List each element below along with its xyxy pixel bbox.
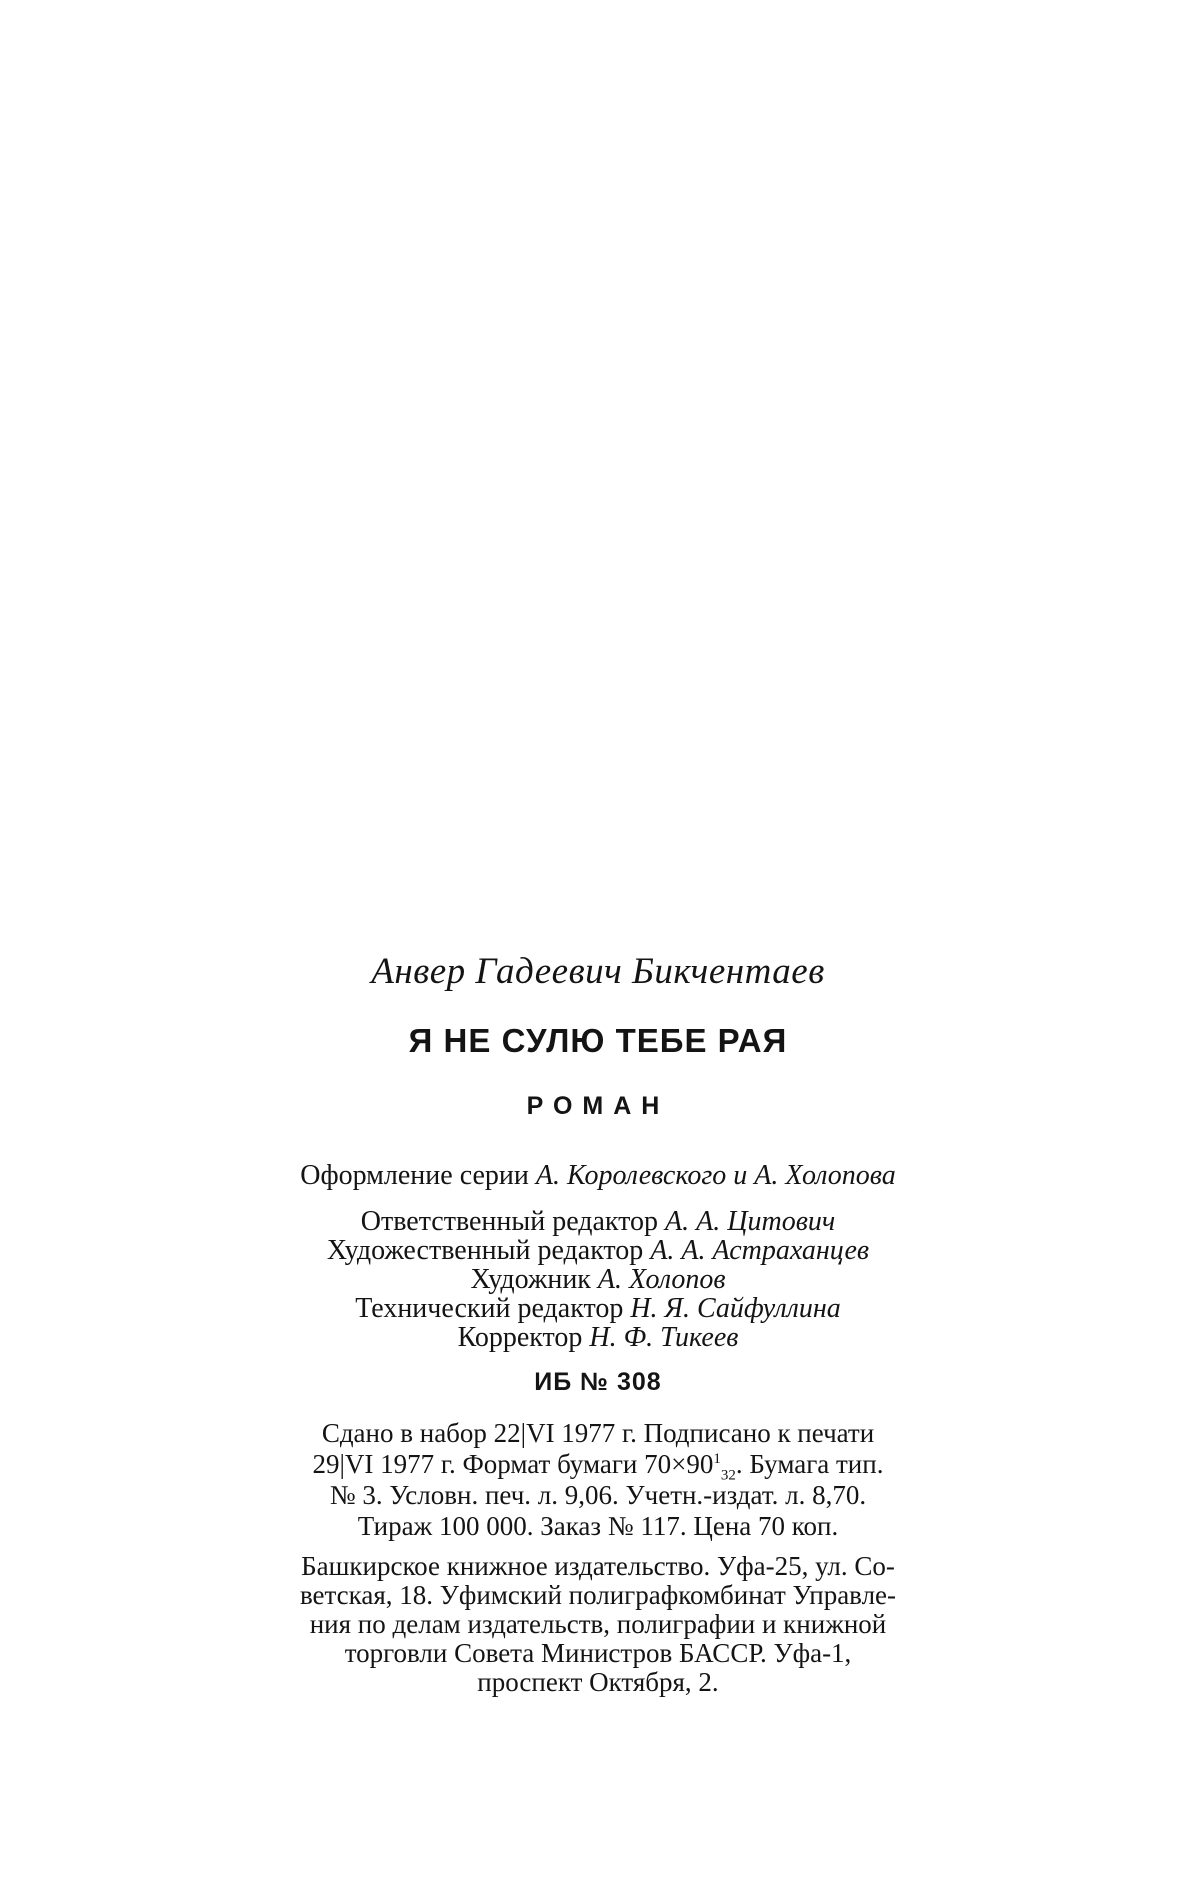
credit-role: Художник (470, 1264, 591, 1295)
imprint-line: Тираж 100 000. Заказ № 117. Цена 70 коп. (357, 1511, 839, 1541)
credit-role: Художественный редактор (326, 1235, 644, 1266)
credit-line (200, 1323, 996, 1352)
credit-role: Корректор (457, 1322, 583, 1353)
printing-imprint (200, 1418, 996, 1542)
format-fraction-denominator: 32 (720, 1467, 736, 1484)
publisher-line: проспект Октября, 2. (477, 1667, 719, 1697)
book-title: Я НЕ СУЛЮ ТЕБЕ РАЯ (408, 1022, 788, 1059)
series-design-label: Оформление серии (300, 1160, 529, 1191)
imprint-line: Сдано в набор 22|VI 1977 г. Подписано к печати (321, 1418, 875, 1448)
publisher-line: торговли Совета Министров БАССР. Уфа-1, (344, 1638, 852, 1668)
imprint-format-text: 29|VI 1977 г. Формат бумаги 70×90 (312, 1449, 714, 1479)
credit-name: А. Холопов (597, 1264, 726, 1295)
series-design-names: А. Королевского и А. Холопова (535, 1160, 896, 1191)
credit-name: А. А. Цитович (665, 1206, 836, 1237)
publisher-line: Башкирское книжное издательство. Уфа-25, ул. Со- (301, 1551, 895, 1581)
credit-line (200, 1207, 996, 1236)
credit-role: Ответственный редактор (360, 1206, 659, 1237)
credit-name: А. А. Астраханцев (650, 1235, 870, 1266)
publisher-line: ния по делам издательств, полиграфии и книжной (309, 1609, 887, 1639)
imprint-line: № 3. Условн. печ. л. 9,06. Учетн.-издат. л. 8,70. (329, 1480, 867, 1510)
format-fraction-numerator: 1 (713, 1451, 721, 1467)
credit-role: Технический редактор (355, 1293, 624, 1324)
publisher-address (200, 1552, 996, 1697)
genre-label: РОМАН (526, 1092, 670, 1120)
imprint-paper-type: . Бумага тип. (735, 1449, 884, 1479)
credit-name: Н. Я. Сайфуллина (630, 1293, 841, 1324)
staff-credits (200, 1207, 996, 1352)
imprint-line (200, 1449, 996, 1484)
credit-line (200, 1236, 996, 1265)
credit-line (200, 1294, 996, 1323)
credit-name: Н. Ф. Тикеев (589, 1322, 739, 1353)
publisher-line: ветская, 18. Уфимский полиграфкомбинат Управле- (299, 1580, 897, 1610)
credit-line (200, 1265, 996, 1294)
author-name: Анвер Гадеевич Бикчентаев (371, 951, 825, 992)
ib-number: ИБ № 308 (534, 1368, 662, 1396)
series-design-credit (200, 1160, 996, 1192)
